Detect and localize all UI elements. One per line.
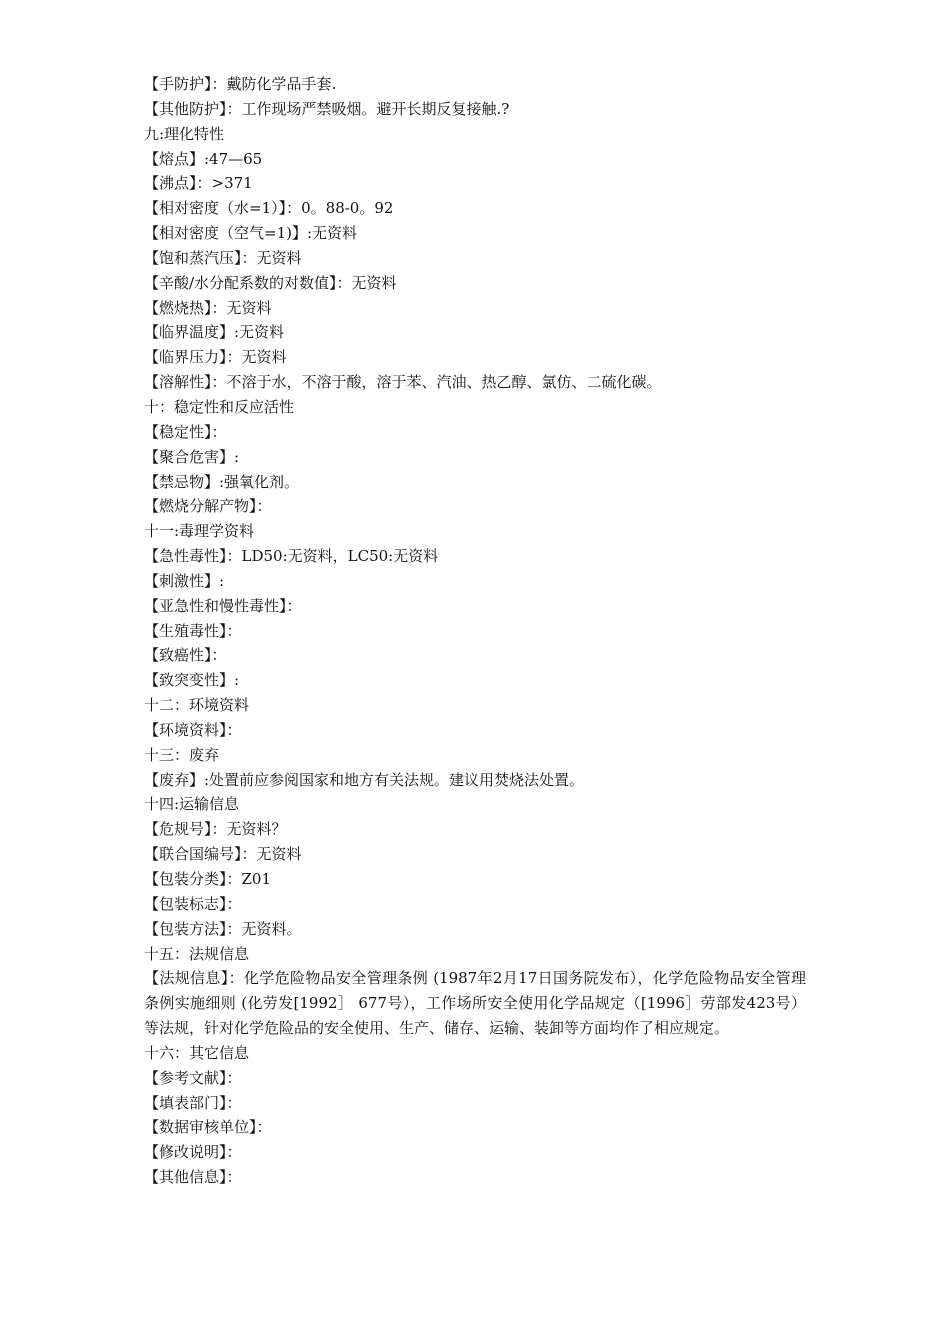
environmental-data-line: 【环境资料】： [144, 720, 242, 739]
partition-coefficient-line: 【辛酸/水分配系数的对数值】：无资料 [144, 273, 397, 292]
data-review-unit-line: 【数据审核单位】： [144, 1118, 272, 1137]
document-page [144, 72, 806, 1190]
regulation-paragraph: 【法规信息】：化学危险物品安全管理条例 (1987年2月17日国务院发布），化学危险物品安全管理条例实施细则 (化劳发[1992］ 677号），工作场所安全使用化学品规定（[1996］劳部发423号）等法规，针对化学危险品的安全使用、生产、储存、运输、装卸等方面均作了相应规定。 [144, 969, 806, 1038]
solubility-line: 【溶解性】：不溶于水，不溶于酸，溶于苯、汽油、热乙醇、氯仿、二硫化碳。 [144, 373, 662, 392]
melting-point-line: 【熔点】:47—65 [144, 149, 263, 168]
heat-of-combustion-line: 【燃烧热】：无资料 [144, 298, 272, 317]
section-14-heading: 十四:运输信息 [144, 795, 240, 814]
packing-method-line: 【包装方法】：无资料。 [144, 919, 302, 938]
section-15-heading: 十五：法规信息 [144, 944, 250, 963]
section-12-heading: 十二：环境资料 [144, 696, 250, 715]
relative-density-water-line: 【相对密度（水=1）】：0。88-0。92 [144, 199, 394, 218]
carcinogenicity-line: 【致癌性】： [144, 646, 227, 665]
decomposition-products-line: 【燃烧分解产物】： [144, 497, 272, 516]
section-11-heading: 十一:毒理学资料 [144, 522, 255, 541]
incompatible-materials-line: 【禁忌物】:强氧化剂。 [144, 472, 300, 491]
polymerization-hazard-line: 【聚合危害】: [144, 447, 240, 466]
hazard-number-line: 【危规号】：无资料？ [144, 820, 287, 839]
filling-department-line: 【填表部门】： [144, 1093, 242, 1112]
section-13-heading: 十三：废弃 [144, 745, 220, 764]
reproductive-toxicity-line: 【生殖毒性】： [144, 621, 242, 640]
section-9-heading: 九:理化特性 [144, 124, 225, 143]
vapor-pressure-line: 【饱和蒸汽压】：无资料 [144, 248, 302, 267]
un-number-line: 【联合国编号】：无资料 [144, 845, 302, 864]
mutagenicity-line: 【致突变性】: [144, 671, 240, 690]
packing-label-line: 【包装标志】： [144, 894, 242, 913]
boiling-point-line: 【沸点】：>371 [144, 174, 253, 193]
acute-toxicity-line: 【急性毒性】：LD50:无资料，LC50:无资料 [144, 547, 439, 566]
disposal-line: 【废弃】:处置前应参阅国家和地方有关法规。建议用焚烧法处置。 [144, 770, 585, 789]
relative-density-air-line: 【相对密度（空气=1)】:无资料 [144, 224, 358, 243]
critical-temperature-line: 【临界温度】:无资料 [144, 323, 285, 342]
critical-pressure-line: 【临界压力】：无资料 [144, 348, 287, 367]
packing-group-line: 【包装分类】：Z01 [144, 870, 272, 888]
other-protection-line: 【其他防护】：工作现场严禁吸烟。避开长期反复接触.? [144, 99, 510, 118]
hand-protection-line: 【手防护】：戴防化学品手套. [144, 75, 337, 93]
revision-notes-line: 【修改说明】： [144, 1143, 242, 1162]
chronic-toxicity-line: 【亚急性和慢性毒性】： [144, 596, 302, 615]
stability-line: 【稳定性】： [144, 422, 227, 441]
irritation-line: 【刺激性】: [144, 571, 225, 590]
other-info-line: 【其他信息】： [144, 1168, 242, 1187]
references-line: 【参考文献】： [144, 1068, 242, 1087]
section-16-heading: 十六：其它信息 [144, 1043, 250, 1062]
section-10-heading: 十：稳定性和反应活性 [144, 397, 295, 416]
